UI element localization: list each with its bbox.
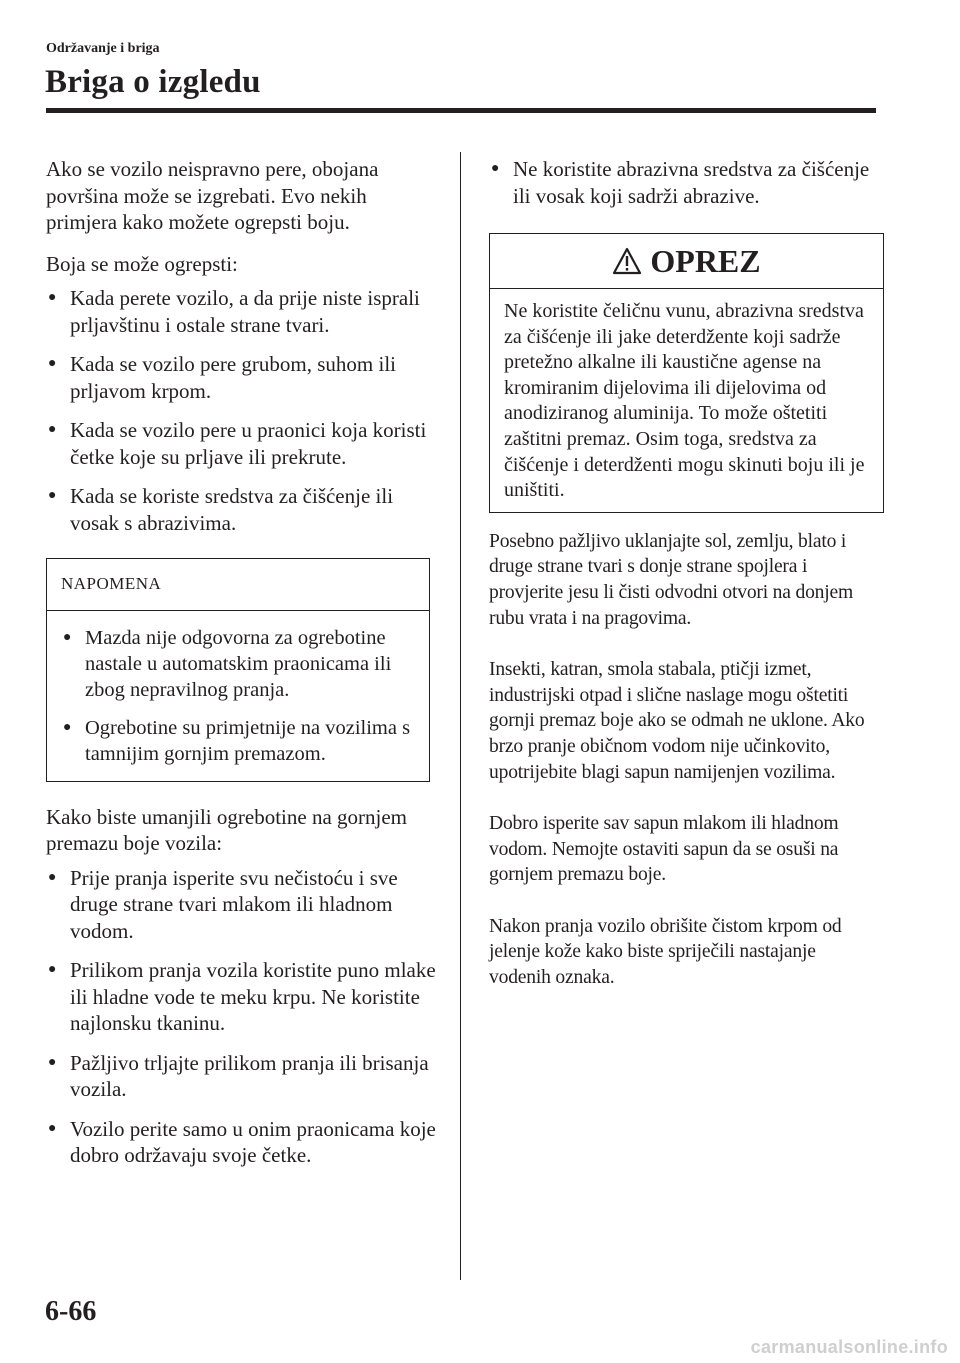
- note-box: [46, 558, 430, 782]
- list-item: ● Kada se vozilo pere u praonici koja koristi četke koje su prljave ili prekrute.: [48, 418, 427, 469]
- bullet-icon: ●: [63, 629, 72, 645]
- note-heading: NAPOMENA: [47, 559, 429, 611]
- paragraph: Dobro isperite sav sapun mlakom ili hladnom vodom. Nemojte ostaviti sapun da se osuši na gornjem premazu boje.: [489, 813, 839, 886]
- page-number: 6-66: [45, 1296, 97, 1327]
- left-column: [46, 156, 438, 1182]
- reduce-list: [46, 865, 438, 1169]
- bullet-icon: ●: [48, 290, 57, 305]
- reduce-lead: Kako biste umanjili ogrebotine na gornjem premazu boje vozila:: [46, 804, 407, 855]
- scratch-lead: Boja se može ogrepsti:: [46, 251, 238, 276]
- caution-text: Ne koristite čeličnu vunu, abrazivna sredstva za čišćenje ili jake deterdžente koji sadrže pretežno alkalne ili kaustične agense na kromiranim dijelovima ili dijelovima od anodiziranog aluminija. To može oštetiti zaštitni premaz. Osim toga, sredstva za čišćenje i deterdženti mogu skinuti boju ili je uništiti.: [504, 300, 865, 502]
- bullet-icon: ●: [48, 356, 57, 371]
- caution-box: [489, 233, 884, 513]
- scratch-list: [46, 285, 438, 536]
- bullet-icon: ●: [48, 1054, 57, 1070]
- bullet-icon: ●: [48, 869, 57, 885]
- bullet-icon: ●: [491, 161, 500, 176]
- list-item: ● Kada perete vozilo, a da prije niste isprali prljavštinu i ostale strane tvari.: [48, 286, 420, 337]
- bullet-icon: ●: [48, 962, 57, 977]
- title-rule: [46, 108, 876, 113]
- list-item: ● Kada se vozilo pere grubom, suhom ili prljavom krpom.: [48, 352, 397, 403]
- warning-icon: [612, 247, 642, 275]
- bullet-icon: ●: [48, 488, 57, 503]
- list-item: ● Ogrebotine su primjetnije na vozilima s tamnijim gornjim premazom.: [63, 716, 411, 765]
- bullet-icon: ●: [48, 1120, 57, 1136]
- watermark: carmanualsonline.info: [750, 1337, 948, 1357]
- list-item: ● Pažljivo trljajte prilikom pranja ili brisanja vozila.: [48, 1050, 429, 1101]
- caution-heading: [490, 234, 883, 289]
- list-item: ● Ne koristite abrazivna sredstva za čišćenje ili vosak koji sadrži abrazive.: [491, 157, 870, 208]
- section-label: Održavanje i briga: [46, 41, 160, 56]
- bullet-icon: ●: [63, 719, 72, 735]
- intro-paragraph: Ako se vozilo neispravno pere, obojana površina može se izgrebati. Evo nekih primjera kako možete ogrepsti boju.: [46, 157, 379, 234]
- note-body: [47, 611, 429, 781]
- abrasive-list: [489, 156, 879, 209]
- paragraph: Insekti, katran, smola stabala, ptičji izmet, industrijski otpad i slične naslage mogu oštetiti gornji premaz boje ako se odmah ne uklone. Ako brzo pranje običnom vodom nije učinkovito, upotrijebite blagi sapun namijenjen vozilima.: [489, 659, 865, 783]
- right-column: [489, 156, 879, 1017]
- column-divider: [460, 152, 461, 1280]
- paragraph: Nakon pranja vozilo obrišite čistom krpom od jelenje kože kako biste spriječili nastajanje vodenih oznaka.: [489, 915, 842, 989]
- page-title: Briga o izgledu: [45, 64, 261, 100]
- list-item: ● Mazda nije odgovorna za ogrebotine nastale u automatskim praonicama ili zbog nepravilnog pranja.: [63, 626, 392, 701]
- list-item: ● Vozilo perite samo u onim praonicama koje dobro održavaju svoje četke.: [48, 1116, 436, 1167]
- list-item: ● Prije pranja isperite svu nečistoću i sve druge strane tvari mlakom ili hladnom vodom.: [48, 865, 398, 943]
- list-item: ● Kada se koriste sredstva za čišćenje ili vosak s abrazivima.: [48, 484, 394, 535]
- list-item: ● Prilikom pranja vozila koristite puno mlake ili hladne vode te meku krpu. Ne koristite najlonsku tkaninu.: [48, 958, 436, 1035]
- caution-heading-text: OPREZ: [650, 242, 761, 279]
- paragraph: Posebno pažljivo uklanjajte sol, zemlju, blato i druge strane tvari s donje strane spojlera i provjerite jesu li čisti odvodni otvori na donjem rubu vrata i na pragovima.: [489, 530, 854, 629]
- bullet-icon: ●: [48, 422, 57, 437]
